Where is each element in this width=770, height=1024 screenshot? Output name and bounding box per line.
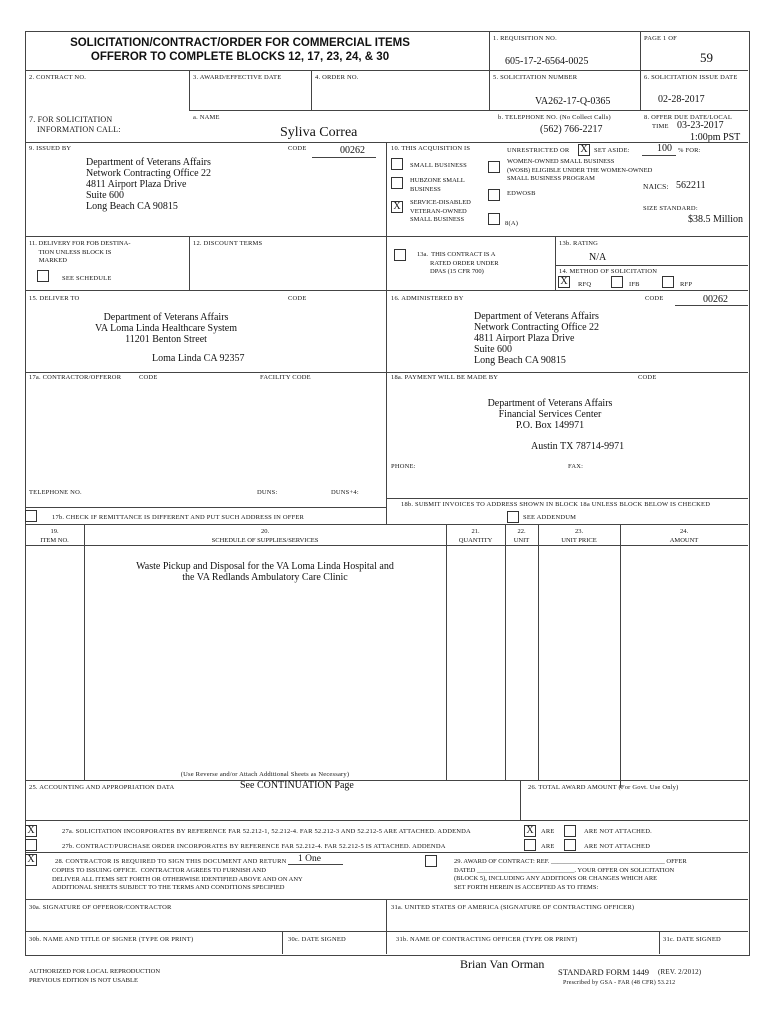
reverse-note: (Use Reverse and/or Attach Additional Sheets as Necessary) — [180, 771, 350, 778]
administered-by-code: 00262 — [703, 294, 728, 305]
see-schedule-label: SEE SCHEDULE — [62, 275, 112, 282]
contracting-officer-name: Brian Van Orman — [460, 957, 545, 971]
see-addendum-label: SEE ADDENDUM — [523, 514, 577, 521]
b13a-label: 13a. THIS CONTRACT IS A RATED ORDER UNDER DPAS (15 CFR 700) — [417, 251, 499, 275]
b7a-label: a. NAME — [193, 114, 220, 121]
b27a-are-label: ARE — [541, 828, 555, 835]
naics-label: NAICS: — [643, 182, 669, 191]
edwosb-checkbox[interactable] — [488, 189, 500, 201]
duns4-label: DUNS+4: — [331, 489, 359, 496]
telephone-label: TELEPHONE NO. — [29, 489, 82, 496]
b9-label: 9. ISSUED BY — [29, 145, 72, 152]
sdvosb-checkbox[interactable]: X — [391, 201, 403, 213]
b15-label: 15. DELIVER TO — [29, 295, 80, 302]
contact-phone: (562) 766-2217 — [540, 124, 603, 135]
rfp-checkbox[interactable] — [662, 276, 674, 288]
b26-label: 26. TOTAL AWARD AMOUNT (For Govt. Use Only) — [528, 784, 679, 791]
b29-text: 29. AWARD OF CONTRACT: REF. ___________________________________ OFFER DATED ______________________________. YOUR OFFER ON SOLICITATION (BLOCK 5), INCLUDING ANY ADDITIONS OR CHANGES WHICH ARE SET FORTH HEREIN IS ACCEPTED AS TO ITEMS: — [454, 858, 687, 891]
col-schedule: 20. SCHEDULE OF SUPPLIES/SERVICES — [211, 528, 319, 544]
issued-by-code: 00262 — [340, 145, 365, 156]
b27b-checkbox[interactable] — [25, 839, 37, 851]
b16-code-label: CODE — [645, 295, 664, 302]
b28-checkbox[interactable]: X — [25, 854, 37, 866]
sdvosb-label: SERVICE-DISABLED VETERAN-OWNED SMALL BUSINESS — [410, 199, 471, 223]
small-business-checkbox[interactable] — [391, 158, 403, 170]
rating-value: N/A — [589, 252, 607, 263]
b4-label: 4. ORDER NO. — [315, 74, 359, 81]
b18b-label: 18b. SUBMIT INVOICES TO ADDRESS SHOWN IN BLOCK 18a UNLESS BLOCK BELOW IS CHECKED — [401, 501, 711, 508]
b30c-label: 30c. DATE SIGNED — [288, 936, 346, 943]
b27a-not-attached-checkbox[interactable] — [564, 825, 576, 837]
col-quantity: 21. QUANTITY — [458, 528, 493, 544]
requisition-number: 605-17-2-6564-0025 — [505, 56, 589, 67]
col-item-no: 19. ITEM NO. — [40, 528, 69, 544]
b25-label: 25. ACCOUNTING AND APPROPRIATION DATA — [29, 784, 175, 791]
page-count: 59 — [700, 50, 713, 65]
rated-order-checkbox[interactable] — [394, 249, 406, 261]
contact-name: Syliva Correa — [280, 125, 358, 140]
deliver-to-address: Department of Veterans Affairs VA Loma Linda Healthcare System 11201 Benton Street — [94, 312, 237, 345]
eight-a-checkbox[interactable] — [488, 213, 500, 225]
wosb-checkbox[interactable] — [488, 161, 500, 173]
b28-text-2: COPIES TO ISSUING OFFICE. CONTRACTOR AGREES TO FURNISH AND DELIVER ALL ITEMS SET FORTH OR OTHERWISE IDENTIFIED ABOVE AND ON ANY ADDITIONAL SHEETS SUBJECT TO THE TERMS AND CONDITIONS SPECIFIED — [52, 867, 303, 891]
b27a-text: 27a. SOLICITATION INCORPORATES BY REFERENCE FAR 52.212-1, 52.212-4. FAR 52.212-3 AND 52.212-5 ARE ATTACHED. ADDENDA — [62, 828, 471, 835]
ifb-checkbox[interactable] — [611, 276, 623, 288]
b14-label: 14. METHOD OF SOLICITATION — [559, 268, 658, 275]
b27b-are-checkbox[interactable] — [524, 839, 536, 851]
col-unit: 22. UNIT — [513, 528, 530, 544]
col-unit-price: 23. UNIT PRICE — [561, 528, 597, 544]
b30a-label: 30a. SIGNATURE OF OFFEROR/CONTRACTOR — [29, 904, 172, 911]
b9-code-label: CODE — [288, 145, 307, 152]
naics-value: 562211 — [676, 180, 706, 191]
solicitation-issue-date: 02-28-2017 — [658, 94, 705, 105]
b31c-label: 31c. DATE SIGNED — [663, 936, 721, 943]
b8-label: 8. OFFER DUE DATE/LOCAL — [644, 114, 733, 121]
b27b-not-attached-label: ARE NOT ATTACHED — [584, 843, 651, 850]
edwosb-label: EDWOSB — [507, 190, 536, 197]
b30b-label: 30b. NAME AND TITLE OF SIGNER (TYPE OR PRINT) — [29, 936, 194, 943]
b18a-code-label: CODE — [638, 374, 657, 381]
b8-time-label: TIME — [652, 123, 669, 130]
b27a-checkbox[interactable]: X — [25, 825, 37, 837]
b17a-label: 17a. CONTRACTOR/OFFEROR — [29, 374, 122, 381]
phone-label: PHONE: — [391, 463, 416, 470]
rfp-label: RFP — [680, 281, 693, 288]
rfq-label: RFQ — [578, 281, 592, 288]
footer-rev: (REV. 2/2012) — [658, 968, 702, 976]
accounting-data: See CONTINUATION Page — [240, 780, 354, 791]
form-title-line1: SOLICITATION/CONTRACT/ORDER FOR COMMERCIAL ITEMS — [70, 37, 410, 49]
b7-label-1: 7. FOR SOLICITATION — [29, 115, 113, 124]
rfq-checkbox[interactable]: X — [558, 276, 570, 288]
size-standard-value: $38.5 Million — [688, 214, 744, 225]
b10-label: 10. THIS ACQUISITION IS — [391, 145, 471, 152]
b2-label: 2. CONTRACT NO. — [29, 74, 87, 81]
b28-text: 28. CONTRACTOR IS REQUIRED TO SIGN THIS DOCUMENT AND RETURN — [55, 858, 287, 865]
pct-for-label: % FOR: — [678, 147, 701, 154]
ifb-label: IFB — [629, 281, 640, 288]
offer-due-date: 03-23-2017 — [677, 120, 724, 131]
b3-label: 3. AWARD/EFFECTIVE DATE — [193, 74, 282, 81]
wosb-label: WOMEN-OWNED SMALL BUSINESS (WOSB) ELIGIBLE UNDER THE WOMEN-OWNED SMALL BUSINESS PROGRAM — [507, 158, 653, 182]
see-addendum-checkbox[interactable] — [507, 511, 519, 523]
b1-label: 1. REQUISITION NO. — [493, 35, 557, 42]
b7b-label: b. TELEPHONE NO. (No Collect Calls) — [498, 114, 611, 121]
payment-city: Austin TX 78714-9971 — [531, 441, 625, 452]
issued-by-address: Department of Veterans Affairs Network Contracting Office 22 4811 Airport Plaza Drive Suite 600 Long Beach CA 90815 — [86, 157, 212, 212]
eight-a-label: 8(A) — [505, 220, 519, 227]
b31a-label: 31a. UNITED STATES OF AMERICA (SIGNATURE OF CONTRACTING OFFICER) — [391, 904, 635, 911]
b27b-text: 27b. CONTRACT/PURCHASE ORDER INCORPORATES BY REFERENCE FAR 52.212-4. FAR 52.212-5 IS ATTACHED. ADDENDA — [62, 843, 446, 850]
hubzone-label: HUBZONE SMALL BUSINESS — [410, 177, 465, 193]
offer-due-time: 1:00pm PST — [690, 132, 741, 143]
footer-prescribed: Prescribed by GSA - FAR (48 CFR) 53.212 — [563, 980, 676, 986]
b5-label: 5. SOLICITATION NUMBER — [493, 74, 578, 81]
b31b-label: 31b. NAME OF CONTRACTING OFFICER (TYPE OR PRINT) — [396, 936, 578, 943]
b13b-label: 13b. RATING — [559, 240, 599, 247]
size-standard-label: SIZE STANDARD: — [643, 205, 698, 212]
deliver-to-city: Loma Linda CA 92357 — [152, 353, 245, 364]
set-aside-checkbox[interactable]: X — [578, 144, 590, 156]
set-aside-percent: 100 — [657, 143, 672, 154]
set-aside-label: SET ASIDE: — [594, 147, 630, 154]
b17a-code-label: CODE — [139, 374, 158, 381]
b11-label: 11. DELIVERY FOR FOB DESTINA- TION UNLESS BLOCK IS MARKED — [29, 240, 131, 264]
b27a-are-checkbox[interactable]: X — [524, 825, 536, 837]
page-label: PAGE 1 OF — [644, 35, 677, 42]
see-schedule-checkbox[interactable] — [37, 270, 49, 282]
b17b-label: 17b. CHECK IF REMITTANCE IS DIFFERENT AND PUT SUCH ADDRESS IN OFFER — [52, 514, 305, 521]
facility-code-label: FACILITY CODE — [260, 374, 311, 381]
schedule-description: Waste Pickup and Disposal for the VA Loma Linda Hospital and the VA Redlands Ambulatory Care Clinic — [136, 561, 394, 583]
b7-label-2: INFORMATION CALL: — [37, 125, 121, 134]
fax-label: FAX: — [568, 463, 584, 470]
footer-left: AUTHORIZED FOR LOCAL REPRODUCTION PREVIOUS EDITION IS NOT USABLE — [29, 968, 161, 984]
col-amount: 24. AMOUNT — [669, 528, 699, 544]
small-business-label: SMALL BUSINESS — [410, 162, 467, 169]
b27a-not-attached-label: ARE NOT ATTACHED. — [584, 828, 652, 835]
remittance-checkbox[interactable] — [25, 510, 37, 522]
b15-code-label: CODE — [288, 295, 307, 302]
duns-label: DUNS: — [257, 489, 278, 496]
form-title-line2: OFFEROR TO COMPLETE BLOCKS 12, 17, 23, 24, & 30 — [90, 51, 390, 63]
payment-address: Department of Veterans Affairs Financial Services Center P.O. Box 149971 — [487, 398, 613, 431]
b28-copies: 1 One — [298, 854, 321, 864]
b27b-not-attached-checkbox[interactable] — [564, 839, 576, 851]
footer-form-name: STANDARD FORM 1449 — [558, 967, 649, 977]
solicitation-number: VA262-17-Q-0365 — [535, 96, 611, 107]
unrestricted-label: UNRESTRICTED OR — [507, 147, 570, 154]
administered-by-address: Department of Veterans Affairs Network Contracting Office 22 4811 Airport Plaza Drive Suite 600 Long Beach CA 90815 — [474, 311, 600, 366]
b18a-label: 18a. PAYMENT WILL BE MADE BY — [391, 374, 499, 381]
b27b-are-label: ARE — [541, 843, 555, 850]
b6-label: 6. SOLICITATION ISSUE DATE — [644, 74, 738, 81]
b29-checkbox[interactable] — [425, 855, 437, 867]
hubzone-checkbox[interactable] — [391, 177, 403, 189]
b12-label: 12. DISCOUNT TERMS — [193, 240, 263, 247]
b16-label: 16. ADMINISTERED BY — [391, 295, 464, 302]
